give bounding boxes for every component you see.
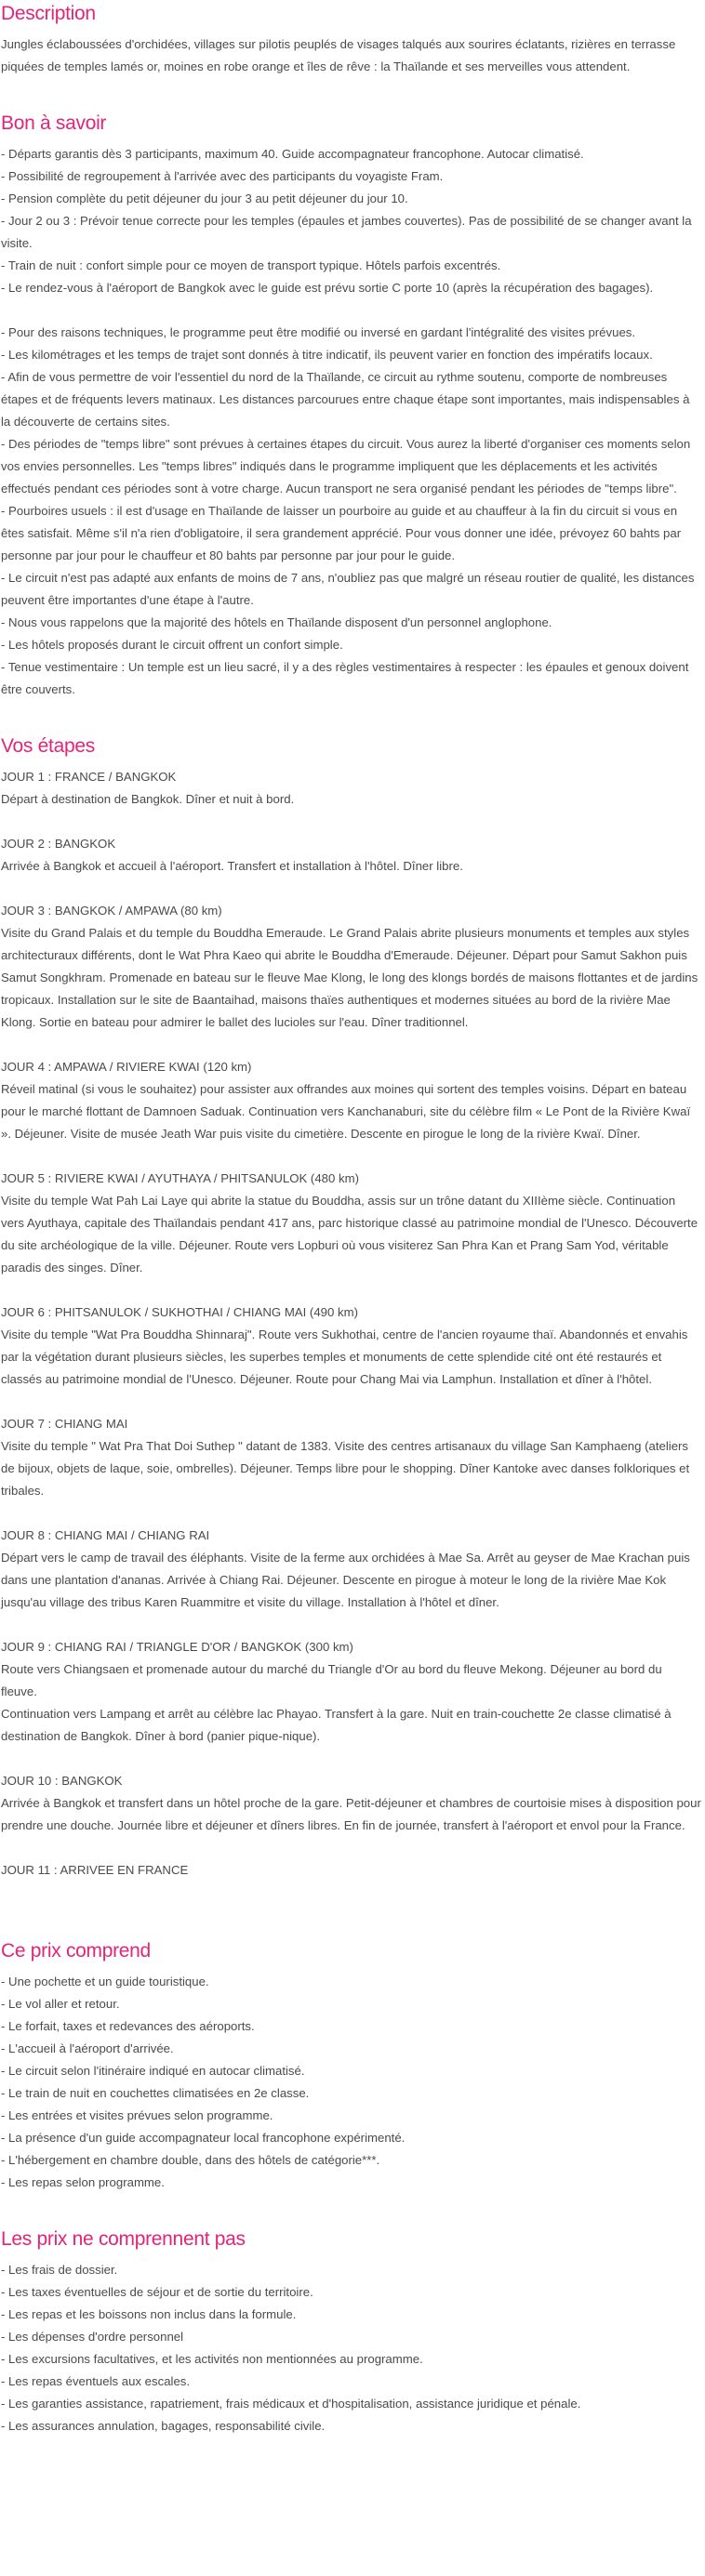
day-text: Visite du Grand Palais et du temple du Bouddha Emeraude. Le Grand Palais abrite plusieurs monuments et temples aux styles architecturaux différents, dont le Wat Phra Kaeo qui abrite le Bouddha d'Emeraude. Déjeuner. Départ pour Samut Sakhon puis Samut Songkhram. Promenade en bateau sur le fleuve Mae Klong, le long des klongs bordés de maisons flottantes et de jardins tropicaux. Installation sur le site de Baantaihad, maisons thaïes authentiques et modernes situées au bord de la rivière Mae Klong. Sortie en bateau pour admirer le ballet des lucioles sur l'eau. Dîner traditionnel. — [1, 926, 698, 1029]
list-item: - Le forfait, taxes et redevances des aéroports. — [1, 2019, 255, 2033]
info-item: - Le circuit n'est pas adapté aux enfants de moins de 7 ans, n'oubliez pas que malgré un réseau routier de qualité, les distances peuvent être importantes d'une étape à l'autre. — [1, 571, 695, 607]
list-item: - Le train de nuit en couchettes climatisées en 2e classe. — [1, 2086, 310, 2100]
info-item: - Les hôtels proposés durant le circuit offrent un confort simple. — [1, 638, 343, 652]
info-item: - Train de nuit : confort simple pour ce moyen de transport typique. Hôtels parfois excentrés. — [1, 258, 501, 272]
list-item: - Le circuit selon l'itinéraire indiqué en autocar climatisé. — [1, 2064, 305, 2078]
list-item: - L'hébergement en chambre double, dans des hôtels de catégorie***. — [1, 2153, 380, 2167]
info-item: - Nous vous rappelons que la majorité des hôtels en Thaïlande disposent d'un personnel anglophone. — [1, 615, 552, 629]
list-item: - Les assurances annulation, bagages, responsabilité civile. — [1, 2419, 326, 2433]
prix-comprend-title: Ce prix comprend — [1, 1940, 151, 1962]
prix-ne-comprend-section — [1, 2226, 701, 2437]
day-heading: JOUR 10 : BANGKOK — [1, 1774, 123, 1788]
list-item: - Les repas et les boissons non inclus dans la formule. — [1, 2307, 297, 2321]
list-item: - Le vol aller et retour. — [1, 1997, 120, 2011]
list-item: - Les dépenses d'ordre personnel — [1, 2330, 184, 2344]
description-section — [1, 0, 701, 78]
day-block — [1, 1168, 701, 1279]
list-item: - Les repas selon programme. — [1, 2175, 165, 2189]
day-block — [1, 833, 701, 878]
day-text: Arrivée à Bangkok et accueil à l'aéroport. Transfert et installation à l'hôtel. Dîner libre. — [1, 859, 463, 873]
bon-a-savoir-section — [1, 110, 701, 701]
itinerary — [1, 766, 701, 1882]
day-text: Arrivée à Bangkok et transfert dans un hôtel proche de la gare. Petit-déjeuner et chambres de courtoisie mises à disposition pour prendre une douche. Journée libre et déjeuner et dîners libres. En fin de journée, transfert à l'aéroport et envol pour la France. — [1, 1796, 701, 1832]
day-text: Continuation vers Lampang et arrêt au célèbre lac Phayao. Transfert à la gare. Nuit en train-couchette 2e classe climatisé à destination de Bangkok. Dîner à bord (panier pique-nique). — [1, 1707, 672, 1743]
day-text: Réveil matinal (si vous le souhaitez) pour assister aux offrandes aux moines qui sortent des temples voisins. Départ en bateau pour le marché flottant de Damnoen Saduak. Continuation vers Kanchanaburi, site du célèbre film « Le Pont de la Rivière Kwaï ». Déjeuner. Visite de musée Jeath War puis visite du cimetière. Descente en pirogue le long de la rivière Kwaï. Dîner. — [1, 1082, 691, 1141]
bon-a-savoir-group1 — [1, 143, 701, 299]
bon-a-savoir-title: Bon à savoir — [1, 112, 107, 134]
list-item: - Une pochette et un guide touristique. — [1, 1975, 209, 1988]
day-block — [1, 1859, 701, 1882]
day-heading: JOUR 3 : BANGKOK / AMPAWA (80 km) — [1, 904, 222, 918]
day-text: Départ vers le camp de travail des éléphants. Visite de la ferme aux orchidées à Mae Sa. Arrêt au geyser de Mae Krachan puis dans une plantation d'ananas. Arrivée à Chiang Rai. Déjeuner. Descente en pirogue à moteur le long de la rivière Mae Kok jusqu'au village des tribus Karen Ruammitre et visite du village. Installation à l'hôtel et dîner. — [1, 1551, 690, 1609]
info-item: - Tenue vestimentaire : Un temple est un lieu sacré, il y a des règles vestimentaires à respecter : les épaules et genoux doivent être couverts. — [1, 660, 689, 696]
day-text: Visite du temple " Wat Pra That Doi Suthep " datant de 1383. Visite des centres artisanaux du village San Kamphaeng (ateliers de bijoux, objets de laque, soie, ombrelles). Déjeuner. Temps libre pour le shopping. Dîner Kantoke avec danses folkloriques et tribales. — [1, 1439, 690, 1498]
info-item: - Les kilométrages et les temps de trajet sont donnés à titre indicatif, ils peuvent varier en fonction des impératifs locaux. — [1, 348, 653, 362]
info-item: - Jour 2 ou 3 : Prévoir tenue correcte pour les temples (épaules et jambes couvertes). Pas de possibilité de se changer avant la visite. — [1, 214, 692, 250]
prix-comprend-list — [1, 1971, 701, 2194]
info-item: - Le rendez-vous à l'aéroport de Bangkok avec le guide est prévu sortie C porte 10 (après la récupération des bagages). — [1, 281, 654, 295]
info-item: - Pour des raisons techniques, le programme peut être modifié ou inversé en gardant l'intégralité des visites prévues. — [1, 325, 636, 339]
day-text: Départ à destination de Bangkok. Dîner et nuit à bord. — [1, 792, 295, 806]
bon-a-savoir-group2 — [1, 322, 701, 701]
info-item: - Départs garantis dès 3 participants, maximum 40. Guide accompagnateur francophone. Autocar climatisé. — [1, 147, 584, 161]
day-block — [1, 766, 701, 811]
prix-ne-comprend-title: Les prix ne comprennent pas — [1, 2228, 246, 2250]
prix-comprend-section — [1, 1937, 701, 2194]
etapes-title: Vos étapes — [1, 735, 95, 757]
day-heading: JOUR 7 : CHIANG MAI — [1, 1417, 128, 1431]
description-title: Description — [1, 3, 96, 24]
day-heading: JOUR 8 : CHIANG MAI / CHIANG RAI — [1, 1528, 210, 1542]
list-item: - Les repas éventuels aux escales. — [1, 2374, 191, 2388]
day-heading: JOUR 1 : FRANCE / BANGKOK — [1, 770, 177, 784]
info-item: - Pourboires usuels : il est d'usage en Thaïlande de laisser un pourboire au guide et au chauffeur à la fin du circuit si vous en êtes satisfait. Même s'il n'a rien d'obligatoire, il sera grandement apprécié. Pour vous donner une idée, prévoyez 60 bahts par personne par jour pour le chauffeur et 80 bahts par personne par jour pour le guide. — [1, 504, 682, 562]
day-text: Visite du temple Wat Pah Lai Laye qui abrite la statue du Bouddha, assis sur un trône datant du XIIIème siècle. Continuation vers Ayuthaya, capitale des Thaïlandais pendant 417 ans, parc historique classé au patrimoine mondial de l'Unesco. Découverte du site archéologique de la ville. Déjeuner. Route vers Lopburi où vous visiterez San Phra Kan et Prang Sam Yod, véritable paradis des singes. Dîner. — [1, 1194, 698, 1275]
day-block — [1, 1301, 701, 1391]
info-item: - Pension complète du petit déjeuner du jour 3 au petit déjeuner du jour 10. — [1, 192, 408, 205]
day-block — [1, 1525, 701, 1614]
list-item: - L'accueil à l'aéroport d'arrivée. — [1, 2041, 174, 2055]
day-text: Route vers Chiangsaen et promenade autour du marché du Triangle d'Or au bord du fleuve Mekong. Déjeuner au bord du fleuve. — [1, 1662, 662, 1698]
day-heading: JOUR 6 : PHITSANULOK / SUKHOTHAI / CHIANG MAI (490 km) — [1, 1305, 358, 1319]
day-block — [1, 1056, 701, 1145]
list-item: - Les garanties assistance, rapatriement, frais médicaux et d'hospitalisation, assistance juridique et pénale. — [1, 2397, 581, 2411]
info-item: - Des périodes de "temps libre" sont prévues à certaines étapes du circuit. Vous aurez la liberté d'organiser ces moments selon vos envies personnelles. Les "temps libres" indiqués dans le programme impliquent que les déplacements et les activités effectués pendant ces périodes sont à votre charge. Aucun transport ne sera organisé pendant les périodes de "temps libre". — [1, 437, 691, 495]
prix-ne-comprend-list — [1, 2259, 701, 2437]
day-text: Visite du temple "Wat Pra Bouddha Shinnaraj". Route vers Sukhothai, centre de l'ancien royaume thaï. Abandonnés et envahis par la végétation durant plusieurs siècles, les superbes temples et monuments de cette splendide cité ont été restaurés et classés au patrimoine mondial de l'Unesco. Déjeuner. Route pour Chang Mai via Lamphun. Installation et dîner à l'hôtel. — [1, 1328, 688, 1386]
day-heading: JOUR 5 : RIVIERE KWAI / AYUTHAYA / PHITSANULOK (480 km) — [1, 1171, 359, 1185]
description-text: Jungles éclaboussées d'orchidées, villages sur pilotis peuplés de visages talqués aux sourires éclatants, rizières en terrasse piquées de temples lamés or, moines en robe orange et îles de rêve : la Thaïlande et ses merveilles vous attendent. — [1, 37, 676, 73]
list-item: - Les frais de dossier. — [1, 2263, 118, 2277]
day-heading: JOUR 9 : CHIANG RAI / TRIANGLE D'OR / BANGKOK (300 km) — [1, 1640, 353, 1654]
day-block — [1, 1770, 701, 1837]
info-item: - Afin de vous permettre de voir l'essentiel du nord de la Thaïlande, ce circuit au rythme soutenu, comporte de nombreuses étapes et de fréquents levers matinaux. Les distances parcourues entre chaque étape sont importantes, mais indispensables à la découverte de certains sites. — [1, 370, 690, 429]
day-block — [1, 1413, 701, 1502]
list-item: - Les taxes éventuelles de séjour et de sortie du territoire. — [1, 2285, 313, 2299]
list-item: - La présence d'un guide accompagnateur local francophone expérimenté. — [1, 2131, 406, 2145]
info-item: - Possibilité de regroupement à l'arrivée avec des participants du voyagiste Fram. — [1, 169, 444, 183]
day-block — [1, 900, 701, 1034]
day-block — [1, 1636, 701, 1748]
day-heading: JOUR 4 : AMPAWA / RIVIERE KWAI (120 km) — [1, 1060, 252, 1074]
day-heading: JOUR 2 : BANGKOK — [1, 837, 116, 851]
list-item: - Les entrées et visites prévues selon programme. — [1, 2108, 273, 2122]
day-heading: JOUR 11 : ARRIVEE EN FRANCE — [1, 1863, 189, 1877]
list-item: - Les excursions facultatives, et les activités non mentionnées au programme. — [1, 2352, 423, 2366]
etapes-section — [1, 733, 701, 1882]
